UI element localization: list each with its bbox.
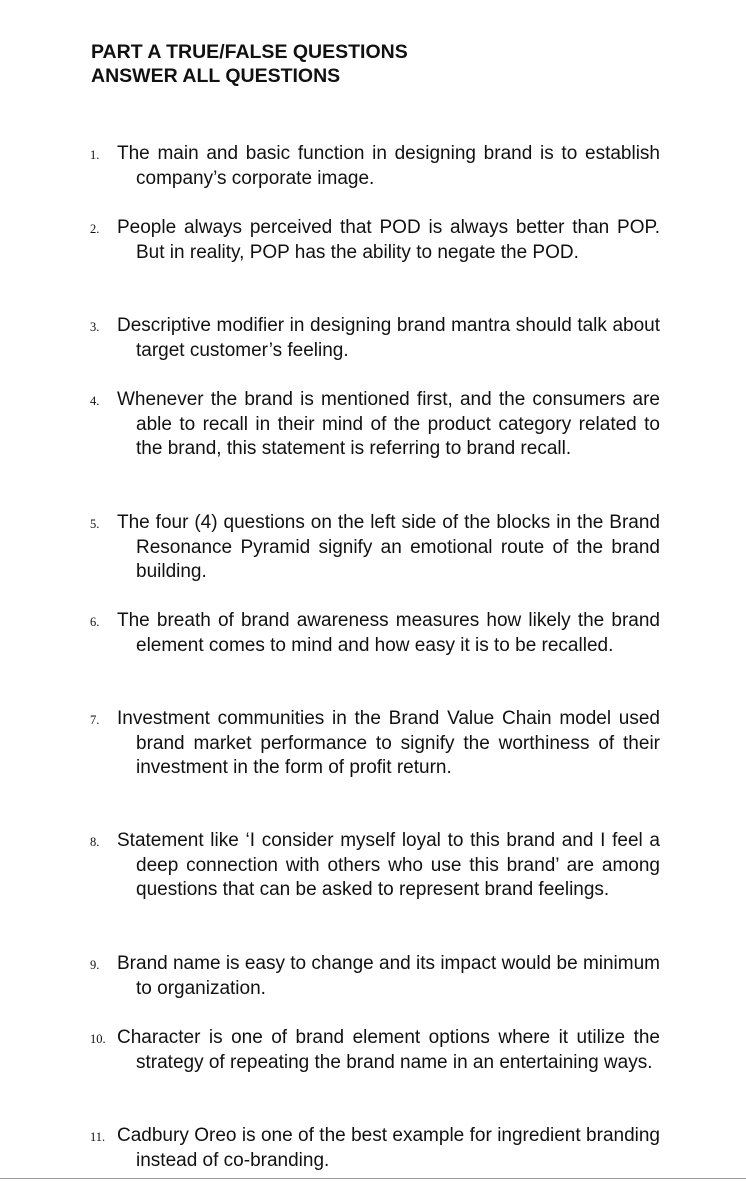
question-item: 1. The main and basic function in designing brand is to establish company’s corporate image. [90, 143, 660, 190]
question-text: Brand name is easy to change and its impact would be minimum to organization. [117, 953, 660, 1000]
question-text: Character is one of brand element options where it utilize the strategy of repeating the brand name in an entertaining ways. [117, 1027, 660, 1074]
part-title: PART A TRUE/FALSE QUESTIONS [91, 41, 408, 63]
page-bottom-divider [0, 1178, 746, 1179]
question-item: 11. Cadbury Oreo is one of the best example for ingredient branding instead of co-branding. [90, 1125, 660, 1172]
question-item: 9. Brand name is easy to change and its impact would be minimum to organization. [90, 953, 660, 1000]
question-text: Cadbury Oreo is one of the best example for ingredient branding instead of co-branding. [117, 1125, 660, 1172]
question-item: 10. Character is one of brand element options where it utilize the strategy of repeating the brand name in an entertaining ways. [90, 1027, 660, 1074]
question-text: The main and basic function in designing brand is to establish company’s corporate image. [117, 143, 660, 190]
question-text: Whenever the brand is mentioned first, and the consumers are able to recall in their mind of the product category related to the brand, this statement is referring to brand recall. [117, 389, 660, 460]
question-text: The breath of brand awareness measures how likely the brand element comes to mind and how easy it is to be recalled. [117, 610, 660, 657]
question-item: 7. Investment communities in the Brand Value Chain model used brand market performance to signify the worthiness of their investment in the form of profit return. [90, 708, 660, 779]
question-item: 8. Statement like ‘I consider myself loyal to this brand and I feel a deep connection with others who use this brand’ are among questions that can be asked to represent brand feelings. [90, 830, 660, 901]
document-heading [91, 40, 408, 88]
question-item: 2. People always perceived that POD is always better than POP. But in reality, POP has the ability to negate the POD. [90, 217, 660, 264]
question-text: Descriptive modifier in designing brand mantra should talk about target customer’s feeling. [117, 315, 660, 362]
instruction-line: ANSWER ALL QUESTIONS [91, 65, 341, 87]
question-item: 3. Descriptive modifier in designing brand mantra should talk about target customer’s feeling. [90, 315, 660, 362]
question-item: 6. The breath of brand awareness measures how likely the brand element comes to mind and how easy it is to be recalled. [90, 610, 660, 657]
question-item: 5. The four (4) questions on the left side of the blocks in the Brand Resonance Pyramid signify an emotional route of the brand building. [90, 512, 660, 583]
question-text: The four (4) questions on the left side of the blocks in the Brand Resonance Pyramid signify an emotional route of the brand building. [117, 512, 660, 583]
question-text: Statement like ‘I consider myself loyal to this brand and I feel a deep connection with others who use this brand’ are among questions that can be asked to represent brand feelings. [117, 830, 660, 901]
question-item: 4. Whenever the brand is mentioned first, and the consumers are able to recall in their mind of the product category related to the brand, this statement is referring to brand recall. [90, 389, 660, 460]
question-text: Investment communities in the Brand Value Chain model used brand market performance to signify the worthiness of their investment in the form of profit return. [117, 708, 660, 779]
question-text: People always perceived that POD is always better than POP. But in reality, POP has the ability to negate the POD. [117, 217, 660, 264]
